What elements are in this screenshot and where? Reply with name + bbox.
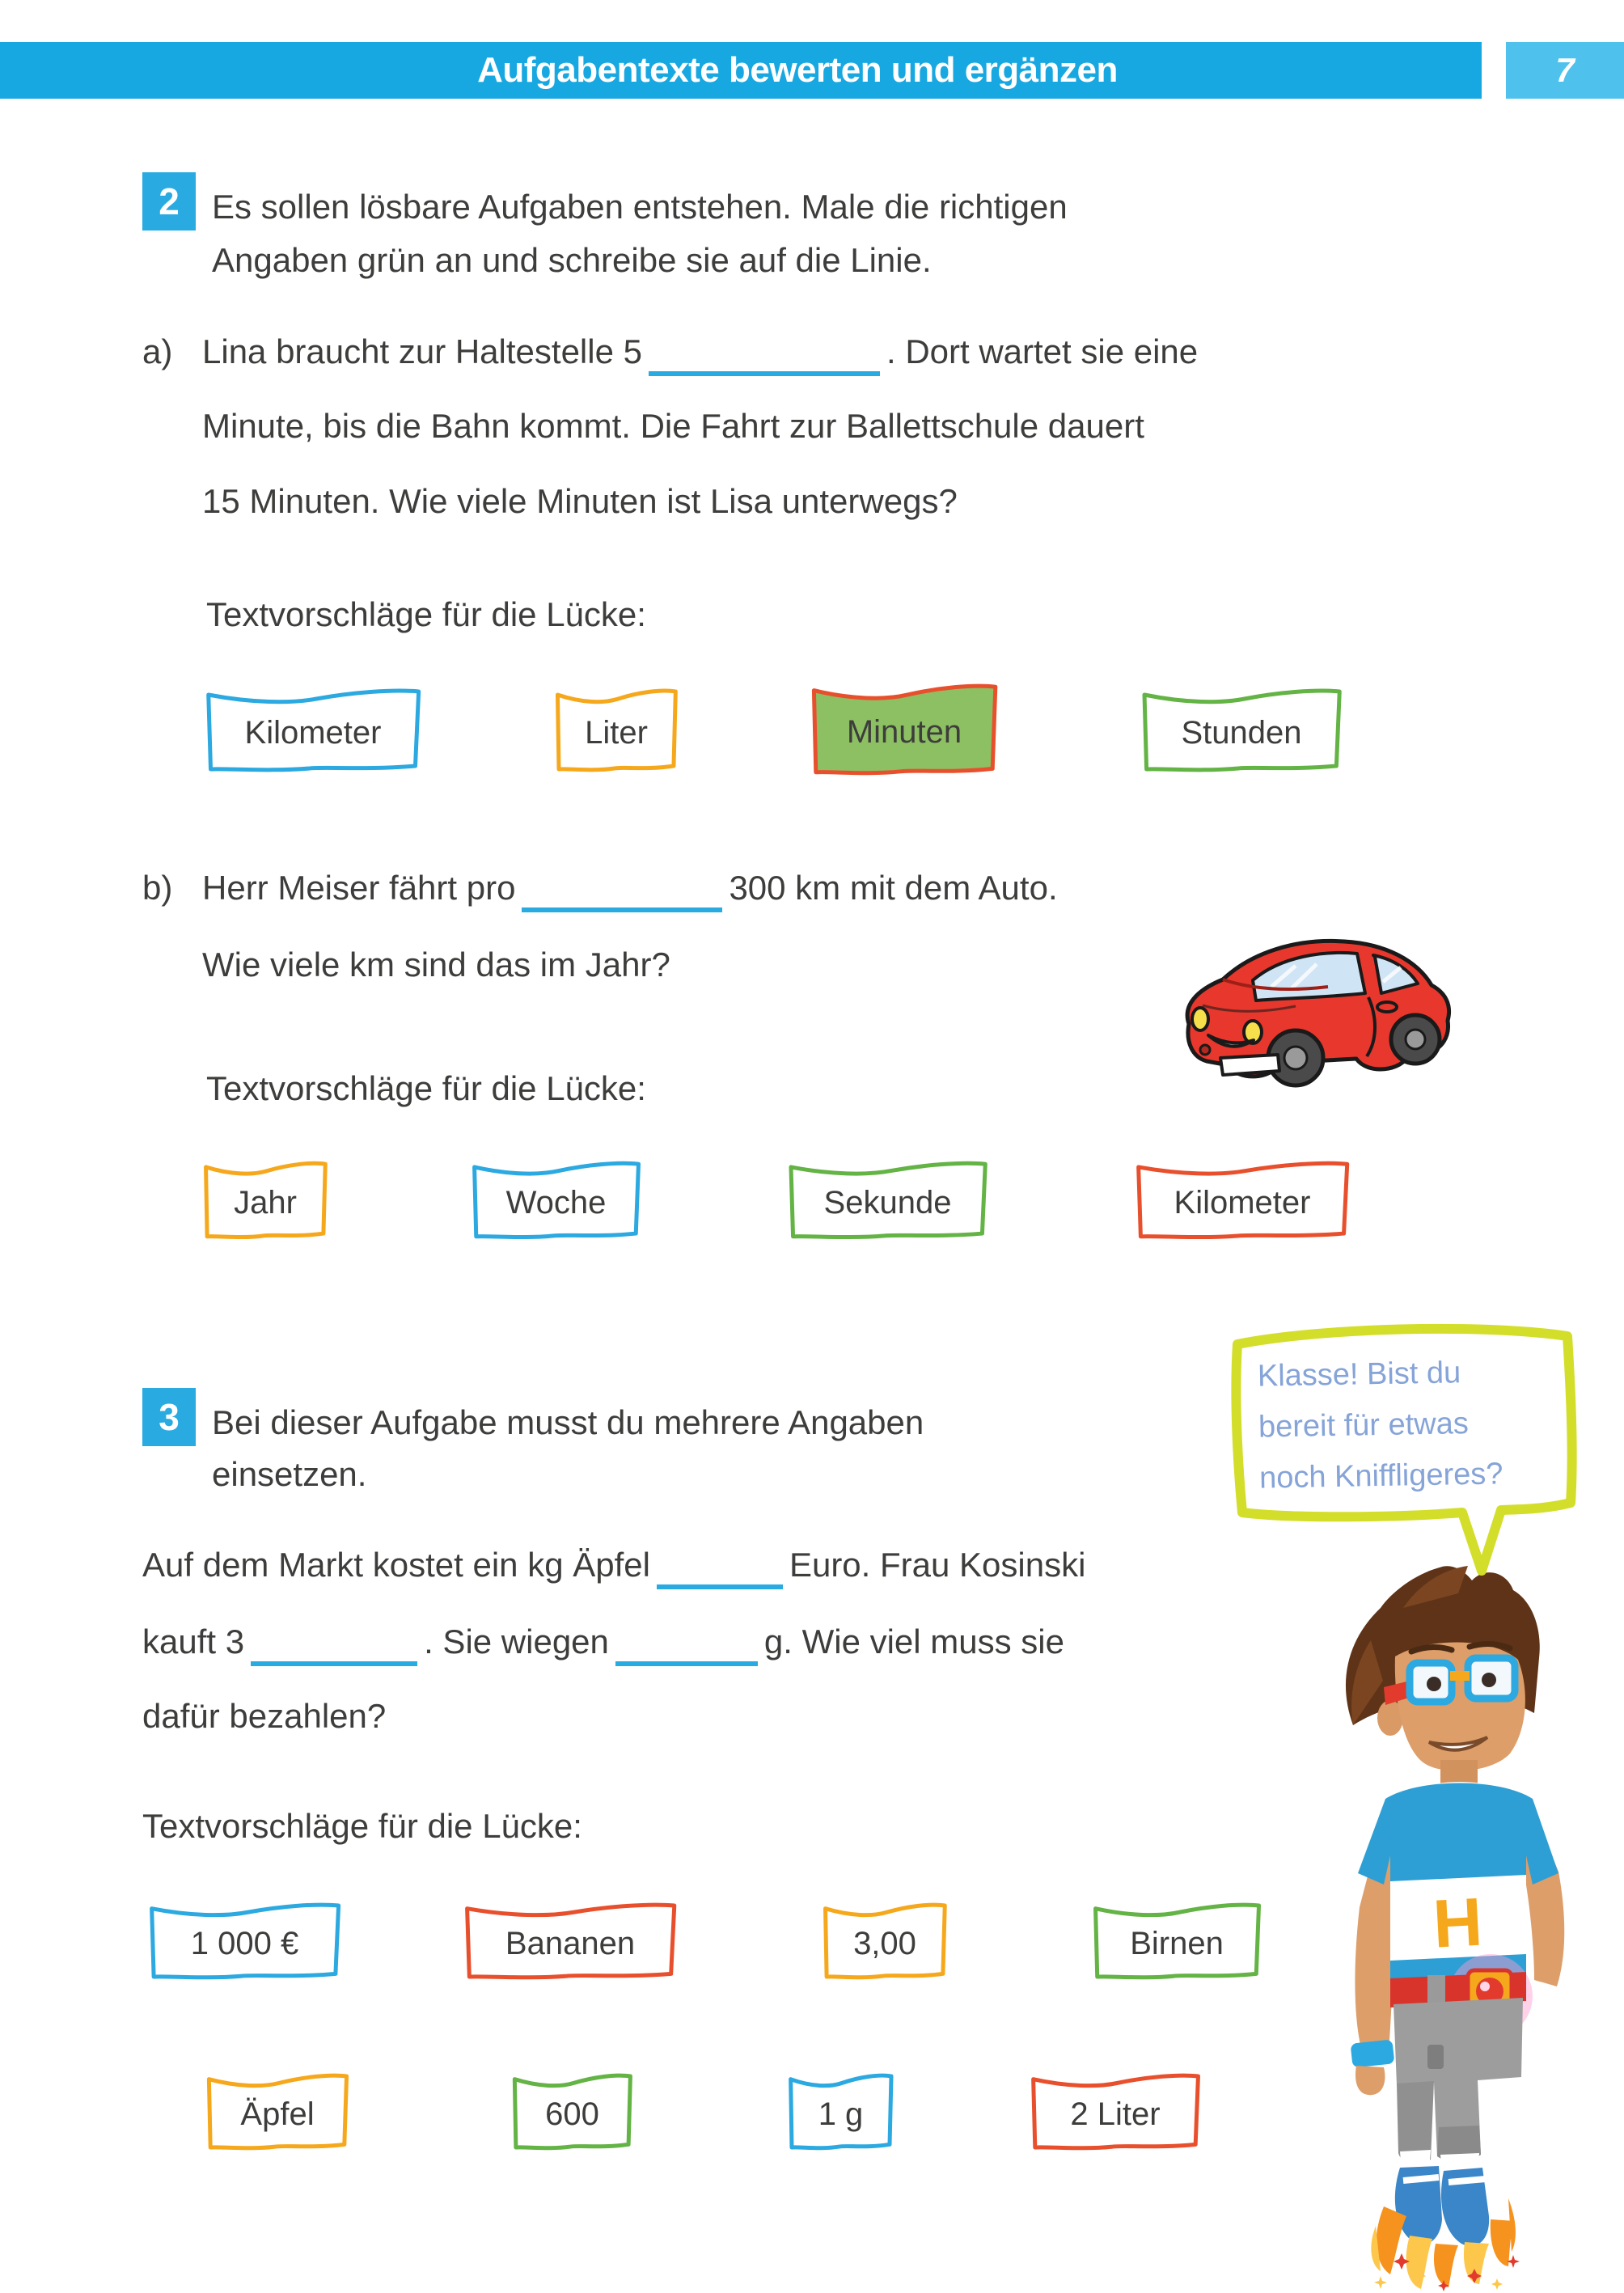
task3-line1-before: Auf dem Markt kostet ein kg Äpfel: [142, 1546, 650, 1584]
option-box-2-liter[interactable]: [1027, 2067, 1203, 2156]
task2-intro-line1: Es sollen lösbare Aufgaben entstehen. Male die richtigen: [212, 188, 1068, 226]
blank-line-3a[interactable]: [657, 1547, 783, 1589]
task2b-suggestions-label: Textvorschläge für die Lücke:: [206, 1069, 646, 1107]
task2a-label: a): [142, 332, 173, 370]
task2-number: 2: [159, 180, 180, 222]
option-box-stunden[interactable]: [1137, 682, 1346, 779]
task3-intro-line2: einsetzen.: [212, 1455, 367, 1493]
option-box-600[interactable]: [510, 2067, 634, 2156]
option-label: 1 g: [818, 2096, 864, 2132]
option-box-3-00[interactable]: [821, 1897, 949, 1986]
option-box-woche[interactable]: [468, 1155, 644, 1246]
task3-number: 3: [159, 1396, 180, 1438]
option-label: 600: [545, 2096, 599, 2132]
task2a-line1-before: Lina braucht zur Haltestelle 5: [202, 332, 642, 370]
blank-line-3b[interactable]: [251, 1624, 417, 1666]
task3-line3: dafür bezahlen?: [142, 1697, 387, 1735]
task2a-line1-after: . Dort wartet sie eine: [886, 332, 1199, 370]
task2b-line1: [202, 862, 1058, 914]
speech-bubble-line2: bereit für etwas: [1258, 1407, 1470, 1445]
task2a-line3: 15 Minuten. Wie viele Minuten ist Lisa unterwegs?: [202, 482, 958, 520]
task2b-label: b): [142, 869, 173, 907]
option-label: Stunden: [1181, 714, 1302, 751]
option-label: 2 Liter: [1070, 2096, 1161, 2132]
task2b-line1-after: 300 km mit dem Auto.: [729, 869, 1058, 907]
speech-bubble-line3: noch Kniffligeres?: [1258, 1457, 1503, 1496]
option-box-liter[interactable]: [553, 682, 679, 779]
option-label: Sekunde: [823, 1184, 952, 1221]
option-label: Woche: [505, 1184, 607, 1221]
option-label: 3,00: [853, 1925, 916, 1961]
task2a-line2: Minute, bis die Bahn kommt. Die Fahrt zur Ballettschule dauert: [202, 407, 1144, 445]
task3-suggestions-label: Textvorschläge für die Lücke:: [142, 1807, 582, 1845]
speech-bubble-text: [1257, 1347, 1503, 1504]
svg-text:H: H: [1431, 1883, 1485, 1962]
task3-line2-a: kauft 3: [142, 1622, 245, 1661]
option-box-sekunde[interactable]: [784, 1155, 992, 1246]
task3-line2-b: . Sie wiegen: [424, 1622, 609, 1661]
option-label: Äpfel: [240, 2096, 315, 2132]
task3-number-badge: [142, 1388, 196, 1446]
option-box-bananen[interactable]: [459, 1897, 681, 1986]
boy-mascot-illustration: [1306, 1559, 1624, 2291]
task3-line1: [142, 1539, 1085, 1591]
header-bar: [0, 42, 1482, 99]
option-box-minuten-marked-green[interactable]: [807, 676, 1001, 783]
option-box-jahr[interactable]: [201, 1155, 329, 1246]
task3-intro-line1: Bei dieser Aufgabe musst du mehrere Angaben: [212, 1403, 924, 1441]
option-box-kilometer-b[interactable]: [1131, 1155, 1354, 1246]
page-title: Aufgabentexte bewerten und ergänzen: [477, 50, 1118, 90]
task2-intro-line2: Angaben grün an und schreibe sie auf die Linie.: [212, 241, 932, 279]
car-illustration: [1174, 929, 1457, 1102]
option-label: Birnen: [1130, 1925, 1224, 1961]
task3-line2-c: g. Wie viel muss sie: [763, 1622, 1064, 1661]
task2a-line1: [202, 326, 1198, 378]
blank-line-3c[interactable]: [615, 1624, 758, 1666]
option-label: Bananen: [505, 1925, 636, 1961]
option-box-kilometer-a[interactable]: [201, 682, 425, 779]
option-label: 1 000 €: [190, 1925, 299, 1961]
task2b-line2: Wie viele km sind das im Jahr?: [202, 946, 670, 984]
task2a-suggestions-label: Textvorschläge für die Lücke:: [206, 595, 646, 633]
page-number: 7: [1555, 51, 1575, 89]
task2-number-badge: [142, 172, 196, 231]
task3-line1-after: Euro. Frau Kosinski: [789, 1546, 1086, 1584]
option-box-1g[interactable]: [787, 2067, 894, 2156]
option-label: Kilometer: [1174, 1184, 1311, 1221]
option-box-birnen[interactable]: [1089, 1897, 1264, 1986]
task3-line2: [142, 1616, 1064, 1668]
task2b-line1-before: Herr Meiser fährt pro: [202, 869, 516, 907]
option-label: Jahr: [234, 1184, 297, 1221]
option-label: Liter: [585, 714, 648, 751]
speech-bubble-line1: Klasse! Bist du: [1257, 1356, 1461, 1394]
option-label: Kilometer: [244, 714, 382, 751]
blank-line-2b[interactable]: [522, 870, 722, 912]
page-number-badge: [1506, 42, 1624, 99]
option-box-aepfel[interactable]: [204, 2067, 351, 2156]
option-box-1000-euro[interactable]: [145, 1897, 345, 1986]
option-label: Minuten: [846, 713, 962, 750]
blank-line-2a[interactable]: [649, 334, 880, 376]
